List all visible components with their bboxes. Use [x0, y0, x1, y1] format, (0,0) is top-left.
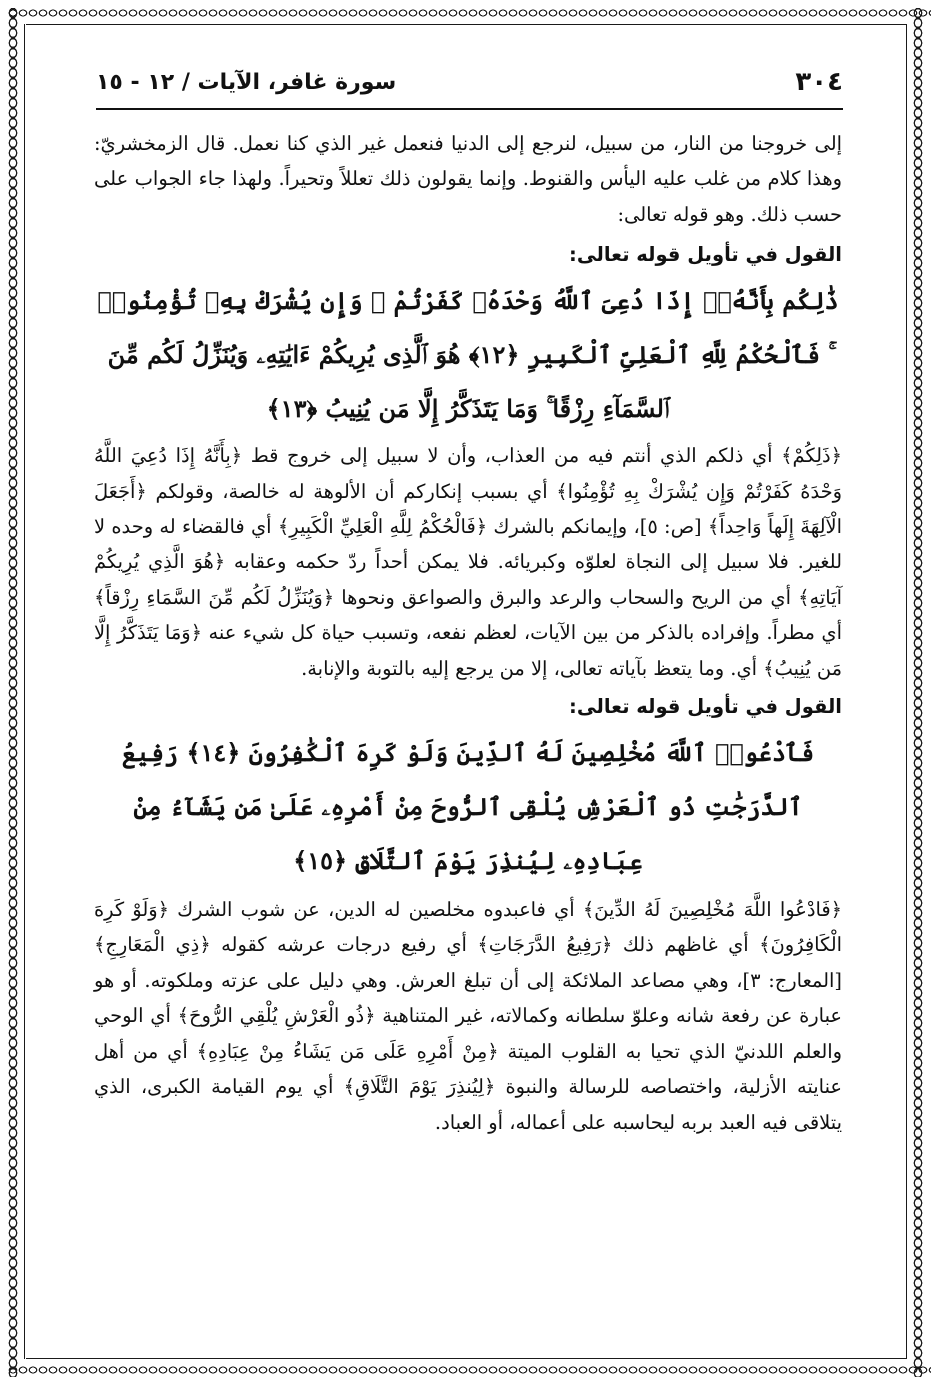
- right-border: [911, 8, 925, 1377]
- inner-frame-top: [26, 24, 907, 25]
- quran-verse-14-15: فَٱدْعُوا۟ ٱللَّهَ مُخْلِصِينَ لَهُ ٱلدِّينَ وَلَوْ كَرِهَ ٱلْكَٰفِرُونَ ﴿١٤﴾ رَفِيعُ ٱلدَّرَجَٰتِ ذُو ٱلْعَرْشِ يُلْقِى ٱلرُّوحَ مِنْ أَمْرِهِۦ عَلَىٰ مَن يَشَآءُ مِنْ عِبَادِهِۦ لِيُنذِرَ يَوْمَ ٱلتَّلَاقِ ﴿١٥﴾: [121, 738, 815, 876]
- inner-frame-bottom: [26, 1358, 907, 1359]
- page-header: [96, 62, 843, 102]
- inner-frame-left: [24, 24, 25, 1359]
- running-title: سورة غافر، الآيات / ١٢ - ١٥: [96, 69, 397, 95]
- bottom-border: [8, 1363, 931, 1377]
- top-border: [8, 6, 931, 20]
- commentary-paragraph-2: ﴿فَادْعُوا اللَّهَ مُخْلِصِينَ لَهُ الدِّينَ﴾ أي فاعبدوه مخلصين له الدين، عن شوب الشرك ﴿وَلَوْ كَرِهَ الْكَافِرُونَ﴾ أي غاظهم ذلك ﴿رَفِيعُ الدَّرَجَاتِ﴾ أي رفيع درجات عرشه كقوله ﴿ذِي الْمَعَارِجِ﴾ [المعارج: ٣]، وهي مصاعد الملائكة إلى أن تبلغ العرش. وهي دليل على عزته وملكوته. أو هو عبارة عن رفعة شانه وعلوّ سلطانه وكمالاته، غير المتناهية ﴿ذُو الْعَرْشِ يُلْقِي الرُّوحَ﴾ أي الوحي والعلم اللدنيّ الذي تحيا به القلوب الميتة ﴿مِنْ أَمْرِهِ عَلَى مَن يَشَاءُ مِنْ عِبَادِهِ﴾ أي من أهل عنايته الأزلية، واختصاصه للرسالة والنبوة ﴿لِيُنذِرَ يَوْمَ التَّلَاقِ﴾ أي يوم القيامة الكبرى، الذي يتلاقى فيه العبد بربه ليحاسبه على أعماله، أو العباد.: [94, 898, 842, 1134]
- commentary-paragraph-1: ﴿ذَلِكُمْ﴾ أي ذلكم الذي أنتم فيه من العذاب، وأن لا سبيل إلى خروج قط ﴿بِأَنَّهُ إِذَا دُعِيَ اللَّهُ وَحْدَهُ كَفَرْتُمْ وَإِن يُشْرَكْ بِهِ تُؤْمِنُوا﴾ أي بسبب إنكاركم أن الألوهة له خالصة، وقولكم ﴿أَجَعَلَ الْآلِهَةَ إِلَهاً وَاحِداً﴾ [ص: ٥]، وإيمانكم بالشرك ﴿فَالْحُكْمُ لِلَّهِ الْعَلِيِّ الْكَبِيرِ﴾ أي فالقضاء له وحده لا للغير. فلا سبيل إلى النجاة لعلوّه وكبريائه. فلا يمكن أحداً ردّ حكمه وعقابه ﴿هُوَ الَّذِي يُرِيكُمْ آيَاتِهِ﴾ أي من الريح والسحاب والرعد والبرق والصواعق ونحوها ﴿وَيُنَزِّلُ لَكُم مِّنَ السَّمَاءِ رِزْقاً﴾ أي مطراً. وإفراده بالذكر من بين الآيات، لعظم نفعه، وتسبب حياة كل شيء عنه ﴿وَمَا يَتَذَكَّرُ إِلَّا مَن يُنِيبُ﴾ أي. وما يتعظ بآياته تعالى، إلا من يرجع إليه بالتوبة والإنابة.: [94, 444, 842, 680]
- quran-verse-12-13: ذَٰلِكُم بِأَنَّهُۥٓ إِذَا دُعِىَ ٱللَّهُ وَحْدَهُۥ كَفَرْتُمْ ۖ وَإِن يُشْرَكْ بِهِۦ تُؤْمِنُوا۟ ۚ فَٱلْحُكْمُ لِلَّهِ ٱلْعَلِىِّ ٱلْكَبِيرِ ﴿١٢﴾ هُوَ ٱلَّذِى يُرِيكُمْ ءَايَٰتِهِۦ وَيُنَزِّلُ لَكُم مِّنَ ٱلسَّمَآءِ رِزْقًا ۚ وَمَا يَتَذَكَّرُ إِلَّا مَن يُنِيبُ ﴿١٣﴾: [97, 286, 839, 424]
- left-border: [6, 8, 20, 1377]
- section-heading-1: القول في تأويل قوله تعالى:: [569, 243, 842, 267]
- page-number: ٣٠٤: [795, 67, 843, 97]
- intro-paragraph: إلى خروجنا من النار، من سبيل، لنرجع إلى الدنيا فنعمل غير الذي كنا نعمل. قال الزمخشريّ: وهذا كلام من غلب عليه اليأس والقنوط. وإنما يقولون ذلك تعللاً وتحيراً. ولهذا جاء الجواب على حسب ذلك. وهو قوله تعالى:: [94, 132, 842, 226]
- inner-frame-right: [906, 24, 907, 1359]
- header-divider: [96, 108, 843, 110]
- page-body: [94, 126, 842, 1140]
- section-heading-2: القول في تأويل قوله تعالى:: [569, 695, 842, 719]
